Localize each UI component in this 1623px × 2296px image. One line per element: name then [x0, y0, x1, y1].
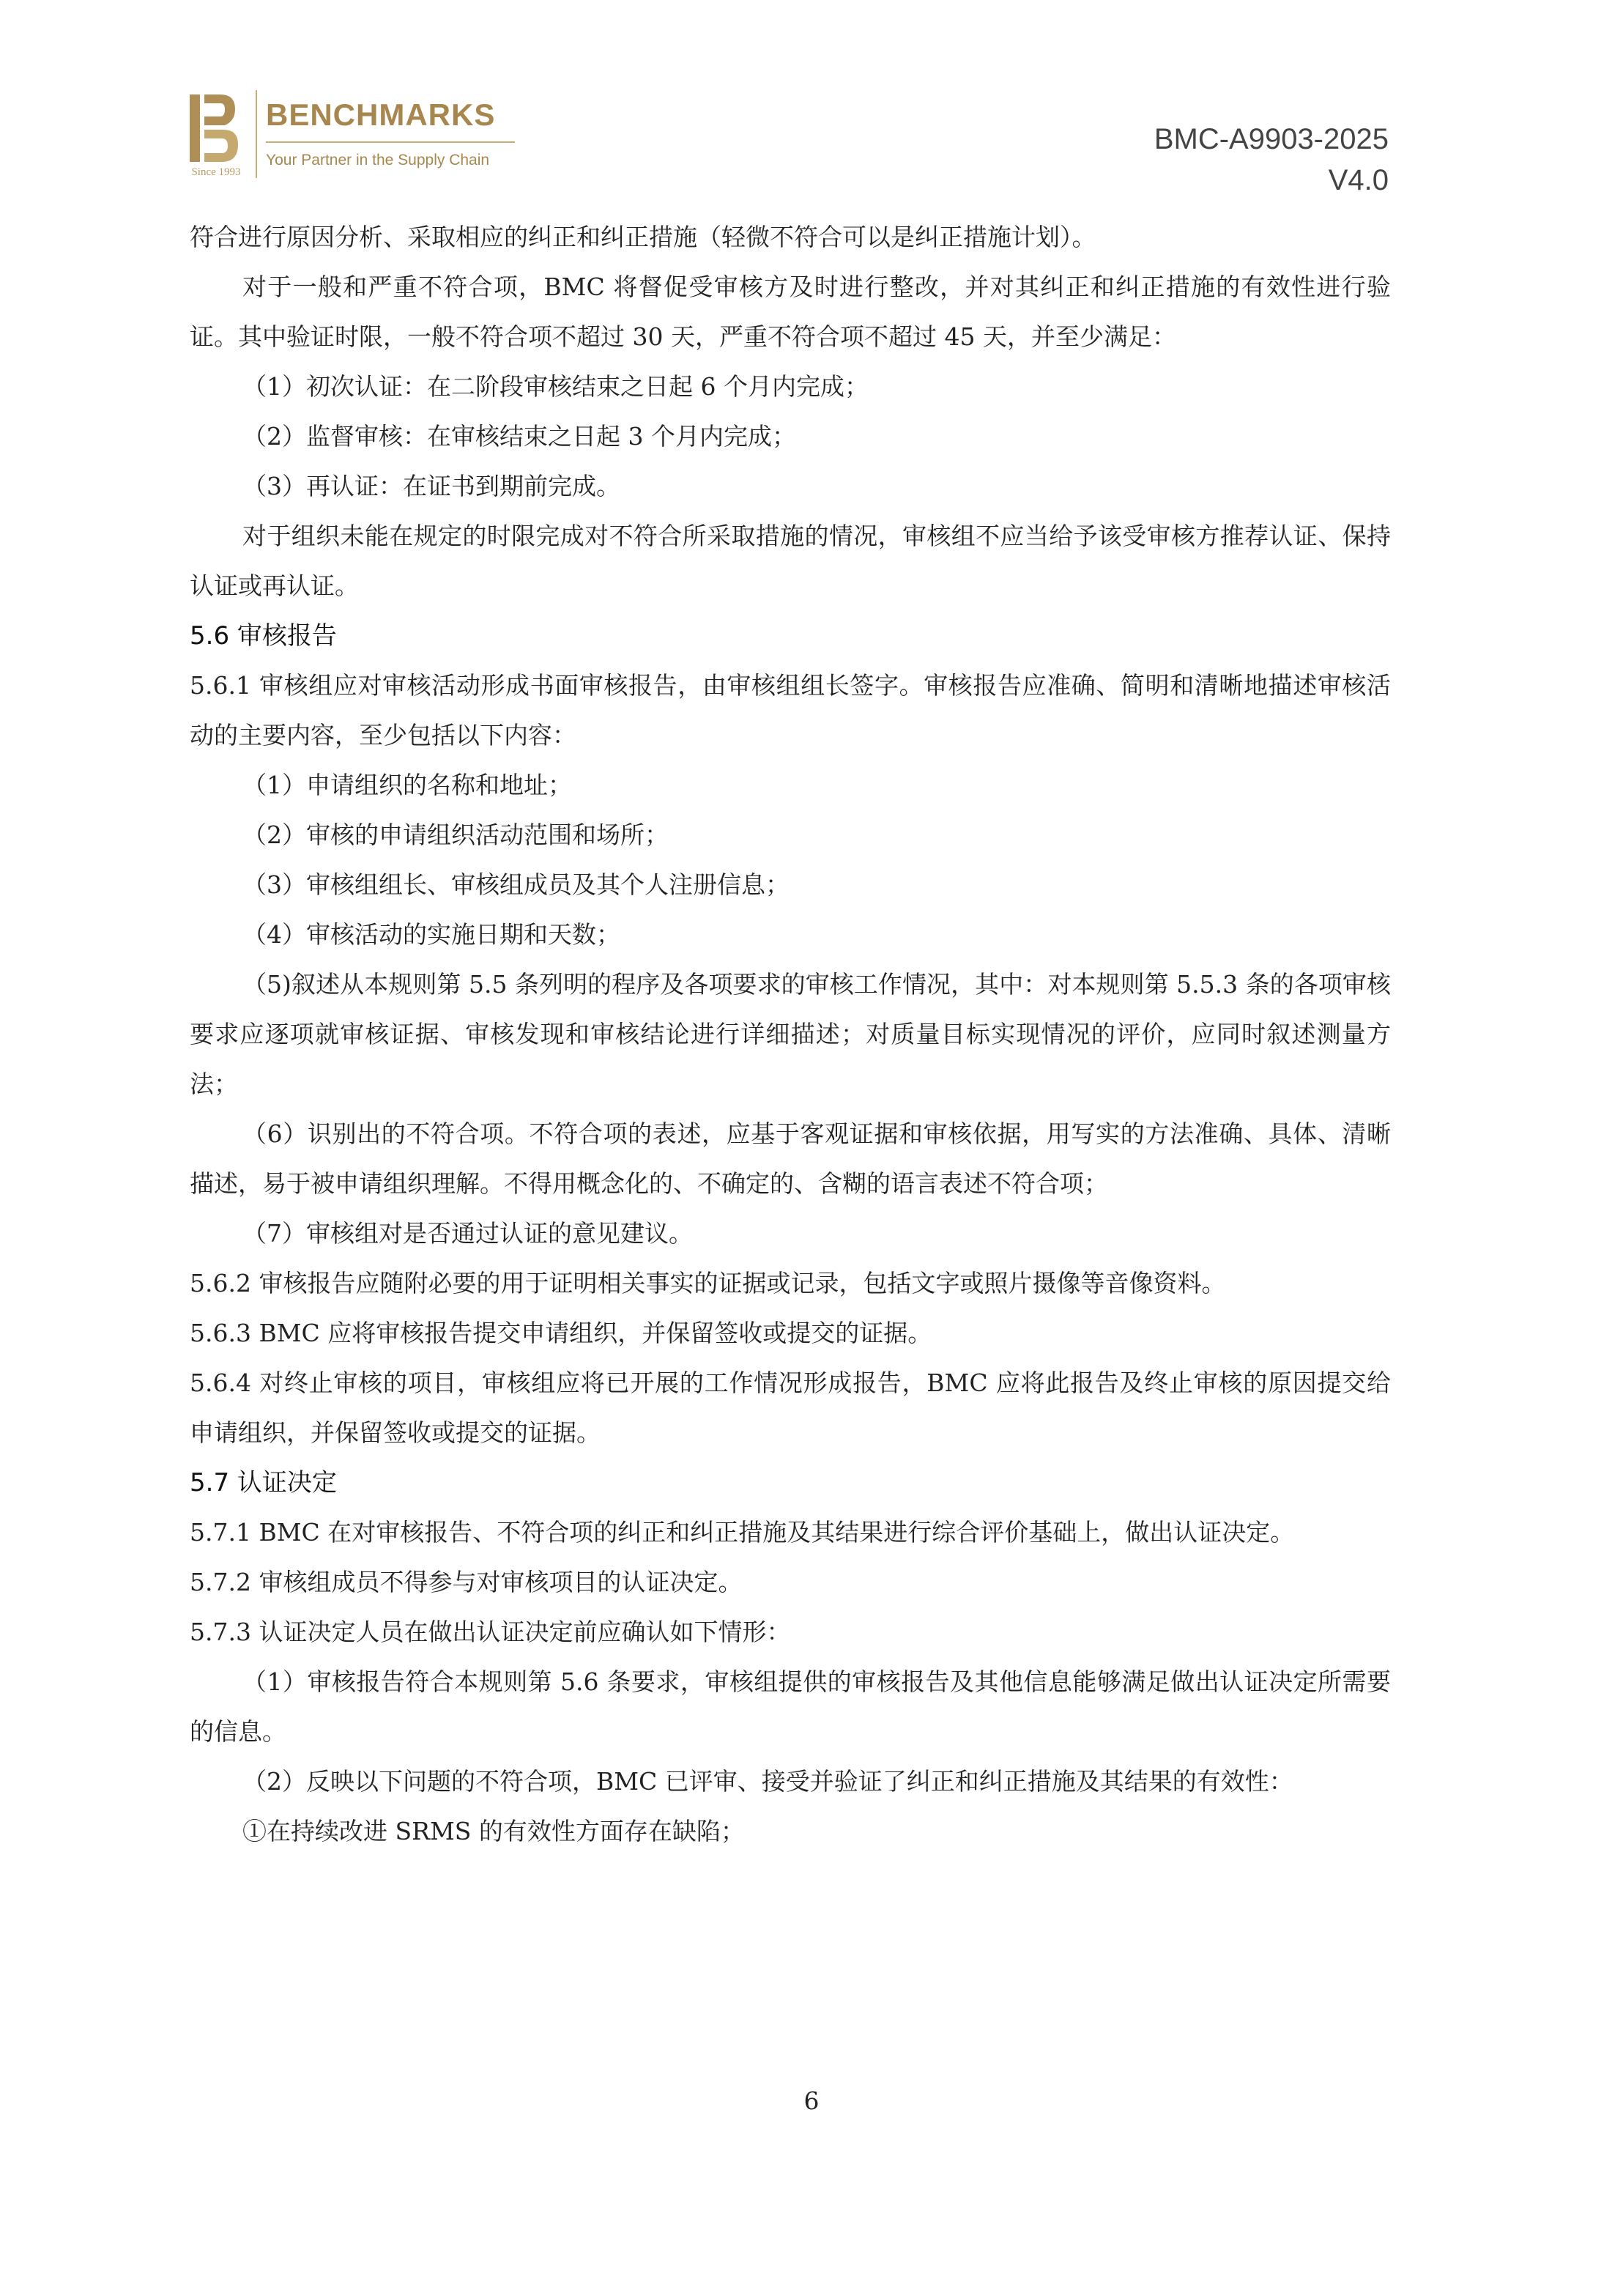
document-version: V4.0	[1328, 164, 1389, 196]
list-item: （3）再认证：在证书到期前完成。	[242, 472, 620, 500]
brand-name: BENCHMARKS	[266, 97, 496, 132]
clause: 5.6.3 BMC 应将审核报告提交申请组织，并保留签收或提交的证据。	[190, 1319, 932, 1347]
section-heading: 5.6 审核报告	[190, 621, 337, 651]
clause: 5.7.2 审核组成员不得参与对审核项目的认证决定。	[190, 1568, 743, 1596]
section-heading: 5.7 认证决定	[190, 1468, 337, 1497]
document-code: BMC-A9903-2025	[1154, 123, 1389, 155]
list-item: （3）审核组组长、审核组成员及其个人注册信息；	[242, 870, 790, 899]
paragraph: 符合进行原因分析、采取相应的纠正和纠正措施（轻微不符合可以是纠正措施计划）。	[190, 223, 1096, 251]
bmc-b-logo-icon	[188, 93, 239, 163]
list-item: （2）反映以下问题的不符合项，BMC 已评审、接受并验证了纠正和纠正措施及其结果的有效性：	[242, 1767, 1293, 1796]
document-body	[190, 212, 1391, 1856]
clause: 5.7.3 认证决定人员在做出认证决定前应确认如下情形：	[190, 1618, 791, 1646]
list-item: （5)叙述从本规则第 5.5 条列明的程序及各项要求的审核工作情况，其中：对本规则第 5.5.3 条的各项审核要求应逐项就审核证据、审核发现和审核结论进行详细描述；对质量目标实现情况的评价，应同时叙述测量方法；	[190, 970, 1391, 1098]
clause: 5.6.4 对终止审核的项目，审核组应将已开展的工作情况形成报告，BMC 应将此报告及终止审核的原因提交给申请组织，并保留签收或提交的证据。	[190, 1369, 1391, 1447]
clause: 5.7.1 BMC 在对审核报告、不符合项的纠正和纠正措施及其结果进行综合评价基础上，做出认证决定。	[190, 1518, 1295, 1547]
document-id-block	[1154, 119, 1389, 201]
logo-divider	[256, 90, 257, 178]
list-item: （1）审核报告符合本规则第 5.6 条要求，审核组提供的审核报告及其他信息能够满足做出认证决定所需要的信息。	[190, 1667, 1391, 1746]
clause: 5.6.1 审核组应对审核活动形成书面审核报告，由审核组组长签字。审核报告应准确、简明和清晰地描述审核活动的主要内容，至少包括以下内容：	[190, 671, 1391, 749]
list-item: （7）审核组对是否通过认证的意见建议。	[242, 1219, 693, 1248]
clause: 5.6.2 审核报告应随附必要的用于证明相关事实的证据或记录，包括文字或照片摄像等音像资料。	[190, 1269, 1226, 1297]
brand-rule	[266, 141, 515, 143]
list-item: （4）审核活动的实施日期和天数；	[242, 920, 620, 949]
paragraph: 对于一般和严重不符合项，BMC 将督促受审核方及时进行整改，并对其纠正和纠正措施的有效性进行验证。其中验证时限，一般不符合项不超过 30 天，严重不符合项不超过 45 天，并至少满足：	[190, 273, 1391, 351]
list-item: （2）审核的申请组织活动范围和场所；	[242, 821, 669, 849]
brand-tagline: Your Partner in the Supply Chain	[266, 152, 490, 169]
list-item: （6）识别出的不符合项。不符合项的表述，应基于客观证据和审核依据，用写实的方法准确、具体、清晰描述，易于被申请组织理解。不得用概念化的、不确定的、含糊的语言表述不符合项；	[190, 1119, 1391, 1198]
list-item: （2）监督审核：在审核结束之日起 3 个月内完成；	[242, 422, 796, 451]
sub-list-item: ①在持续改进 SRMS 的有效性方面存在缺陷；	[242, 1817, 745, 1845]
page-number: 6	[803, 2086, 820, 2115]
benchmarks-logo	[188, 89, 525, 184]
since-year: Since 1993	[191, 166, 241, 178]
list-item: （1）初次认证：在二阶段审核结束之日起 6 个月内完成；	[242, 372, 869, 401]
list-item: （1）申请组织的名称和地址；	[242, 771, 572, 799]
paragraph: 对于组织未能在规定的时限完成对不符合所采取措施的情况，审核组不应当给予该受审核方推荐认证、保持认证或再认证。	[190, 522, 1391, 600]
